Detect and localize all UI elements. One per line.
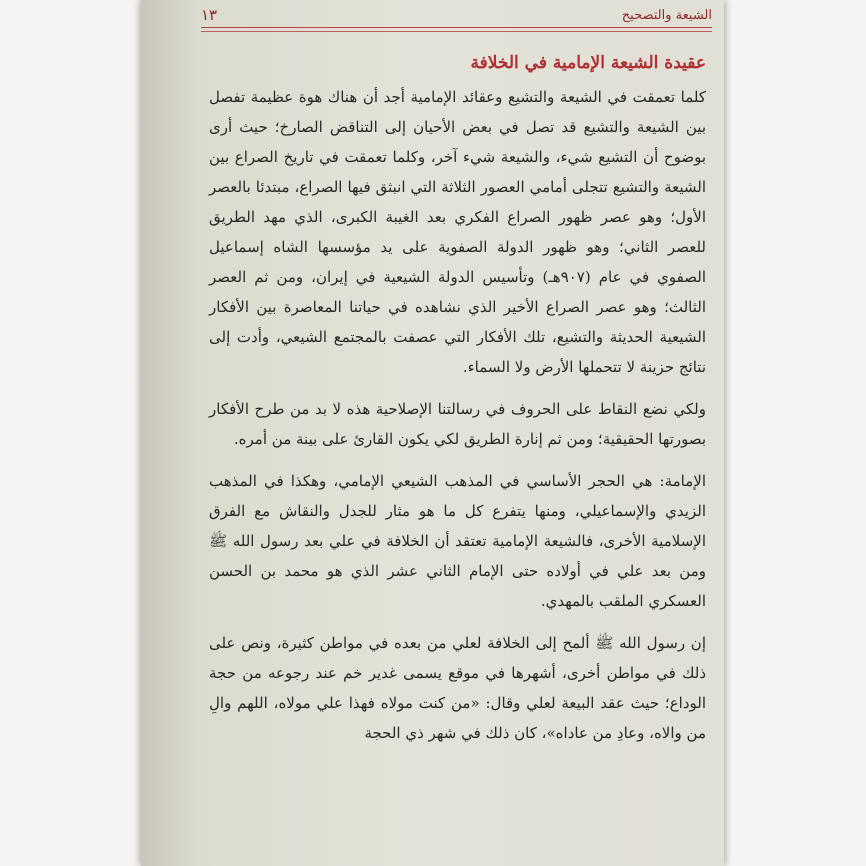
paragraph-imamate: الإمامة: هي الحجر الأساسي في المذهب الشيعي الإمامي، وهكذا في المذهب الزيدي والإسماعيلي، ومنها يتفرع كل ما هو مثار للجدل والنقاش مع الفرق الإسلامية الأخرى، فالشيعة الإمامية تعتقد أن الخلافة في علي بعد رسول الله ﷺ ومن بعد علي في أولاده حتى الإمام الثاني عشر الذي هو محمد بن الحسن العسكري الملقب بالمهدي. [209, 472, 706, 610]
paragraph-purpose: ولكي نضع النقاط على الحروف في رسالتنا الإصلاحية هذه لا بد من طرح الأفكار بصورتها الحقيقية؛ ومن ثم إنارة الطريق لكي يكون القارئ على بينة من أمره. [209, 400, 706, 448]
book-page [141, 0, 724, 866]
paragraph-intro: كلما تعمقت في الشيعة والتشيع وعقائد الإمامية أجد أن هناك هوة عظيمة تفصل بين الشيعة والتشيع قد تصل في بعض الأحيان إلى التناقض الصارخ؛ حيث أرى بوضوح أن التشيع شيء، والشيعة شيء آخر، وكلما تعمقت في تاريخ الصراع بين الشيعة والتشيع تتجلى أمامي العصور الثلاثة التي انبثق فيها الصراع، مبتدئا بالعصر الأول؛ وهو عصر ظهور الصراع الفكري بعد الغيبة الكبرى، الذي مهد الطريق للعصر الثاني؛ وهو ظهور الدولة الصفوية على يد مؤسسها الشاه إسماعيل الصفوي في عام (٩٠٧هـ) وتأسيس الدولة الشيعية في إيران، ومن ثم العصر الثالث؛ وهو عصر الصراع الأخير الذي نشاهده في حياتنا المعاصرة بين الأفكار الشيعية الحديثة والتشيع، تلك الأفكار التي عصفت بالمجتمع الشيعي، وأدت إلى نتائج حزينة لا تتحملها الأرض ولا السماء. [209, 88, 707, 376]
header-rule-secondary [201, 31, 712, 32]
section-heading: عقيدة الشيعة الإمامية في الخلافة [470, 53, 706, 73]
book-title: الشيعة والتصحيح [621, 8, 712, 23]
page-body [209, 50, 706, 760]
page-number: ١٣ [201, 6, 218, 24]
paragraph-ghadir: إن رسول الله ﷺ ألمح إلى الخلافة لعلي من بعده في مواطن كثيرة، ونص على ذلك في مواطن أخرى، أشهرها في موقع يسمى غدير خم عند رجوعه من حجة الوداع؛ حيث عقد البيعة لعلي وقال: «من كنت مولاه فهذا علي مولاه، اللهم والِ من والاه، وعادِ من عاداه»، كان ذلك في شهر ذي الحجة [209, 634, 706, 742]
header-rule [201, 27, 712, 28]
